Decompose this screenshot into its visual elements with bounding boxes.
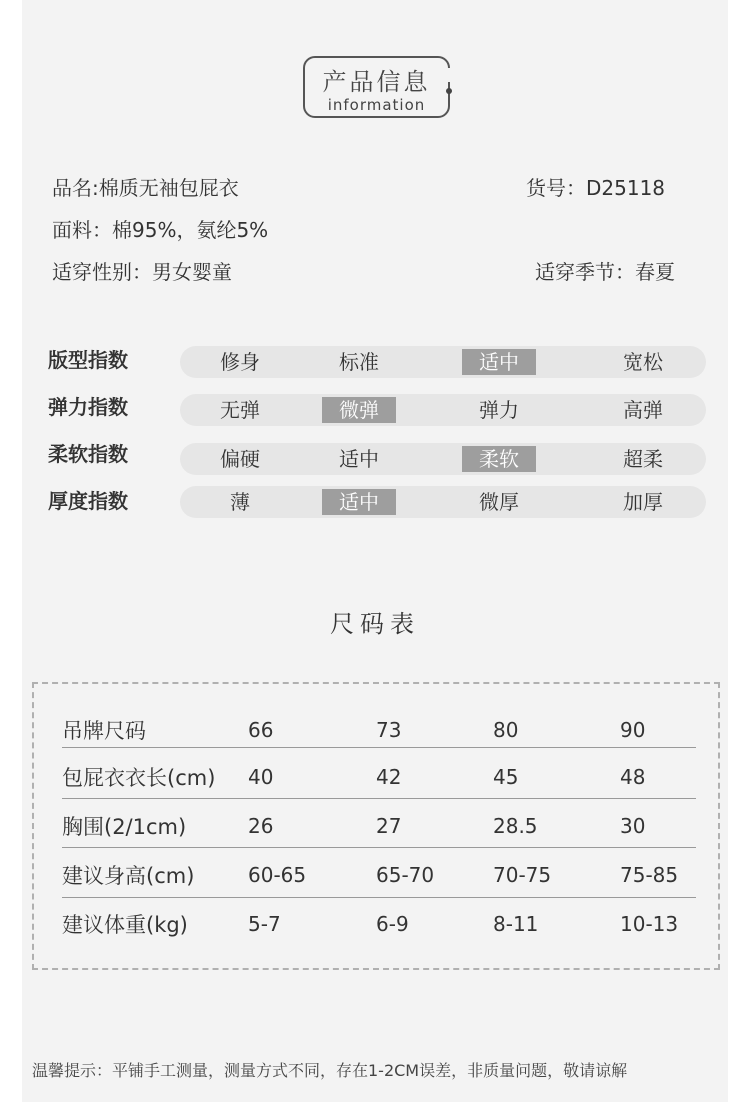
row-divider: [62, 798, 696, 799]
index-option: 适中: [339, 447, 379, 471]
index-option: 高弹: [623, 398, 663, 422]
size-cell: 5-7: [248, 912, 281, 936]
item-number: 货号：D25118: [526, 176, 666, 200]
size-cell: 42: [376, 765, 402, 789]
size-cell: 70-75: [493, 863, 552, 887]
badge-title-cn: 产品信息: [322, 68, 431, 96]
index-option: 薄: [230, 490, 250, 514]
row-divider: [62, 747, 696, 748]
index-option: 标准: [339, 350, 379, 374]
index-option-selected: 适中: [322, 489, 396, 515]
season-info: 适穿季节：春夏: [535, 260, 675, 284]
index-option-selected: 适中: [462, 349, 536, 375]
index-scale: [180, 346, 706, 378]
size-cell: 27: [376, 814, 402, 838]
size-cell: 8-11: [493, 912, 539, 936]
index-label: 弹力指数: [48, 395, 128, 419]
index-option: 偏硬: [220, 447, 260, 471]
row-divider: [62, 847, 696, 848]
index-option-selected: 微弹: [322, 397, 396, 423]
index-scale: [180, 394, 706, 426]
index-option: 修身: [220, 350, 260, 374]
size-cell: 45: [493, 765, 519, 789]
size-row-label: 胸围(2/1cm): [62, 815, 187, 839]
size-cell: 30: [620, 814, 646, 838]
index-label: 厚度指数: [48, 489, 128, 513]
size-cell: 6-9: [376, 912, 409, 936]
size-cell: 48: [620, 765, 646, 789]
size-cell: 28.5: [493, 814, 538, 838]
size-row-label: 吊牌尺码: [62, 719, 146, 743]
index-scale: [180, 443, 706, 475]
product-name: 品名:棉质无袖包屁衣: [52, 176, 239, 200]
footer-note: 温馨提示：平铺手工测量，测量方式不同，存在1-2CM误差，非质量问题，敬请谅解: [32, 1061, 628, 1080]
index-option: 超柔: [623, 447, 663, 471]
size-cell: 75-85: [620, 863, 679, 887]
index-label: 版型指数: [48, 348, 128, 372]
size-cell: 73: [376, 718, 402, 742]
size-cell: 40: [248, 765, 274, 789]
size-cell: 90: [620, 718, 646, 742]
index-option: 弹力: [479, 398, 519, 422]
index-option: 微厚: [479, 490, 519, 514]
size-cell: 26: [248, 814, 274, 838]
index-option: 宽松: [623, 350, 663, 374]
index-option: 无弹: [220, 398, 260, 422]
size-cell: 10-13: [620, 912, 679, 936]
size-cell: 60-65: [248, 863, 307, 887]
index-scale: [180, 486, 706, 518]
size-row-label: 包屁衣衣长(cm): [62, 766, 216, 790]
badge-title-en: information: [327, 96, 426, 114]
size-row-label: 建议身高(cm): [62, 864, 195, 888]
size-chart-title: 尺码表: [330, 610, 420, 638]
fabric-info: 面料：棉95%，氨纶5%: [52, 218, 269, 242]
index-option: 加厚: [623, 490, 663, 514]
index-label: 柔软指数: [48, 442, 128, 466]
size-cell: 65-70: [376, 863, 435, 887]
size-cell: 80: [493, 718, 519, 742]
size-row-label: 建议体重(kg): [62, 913, 188, 937]
size-cell: 66: [248, 718, 274, 742]
badge-dot-icon: [446, 88, 452, 94]
row-divider: [62, 897, 696, 898]
gender-info: 适穿性别：男女婴童: [52, 260, 232, 284]
product-info-badge: [303, 56, 450, 118]
index-option-selected: 柔软: [462, 446, 536, 472]
